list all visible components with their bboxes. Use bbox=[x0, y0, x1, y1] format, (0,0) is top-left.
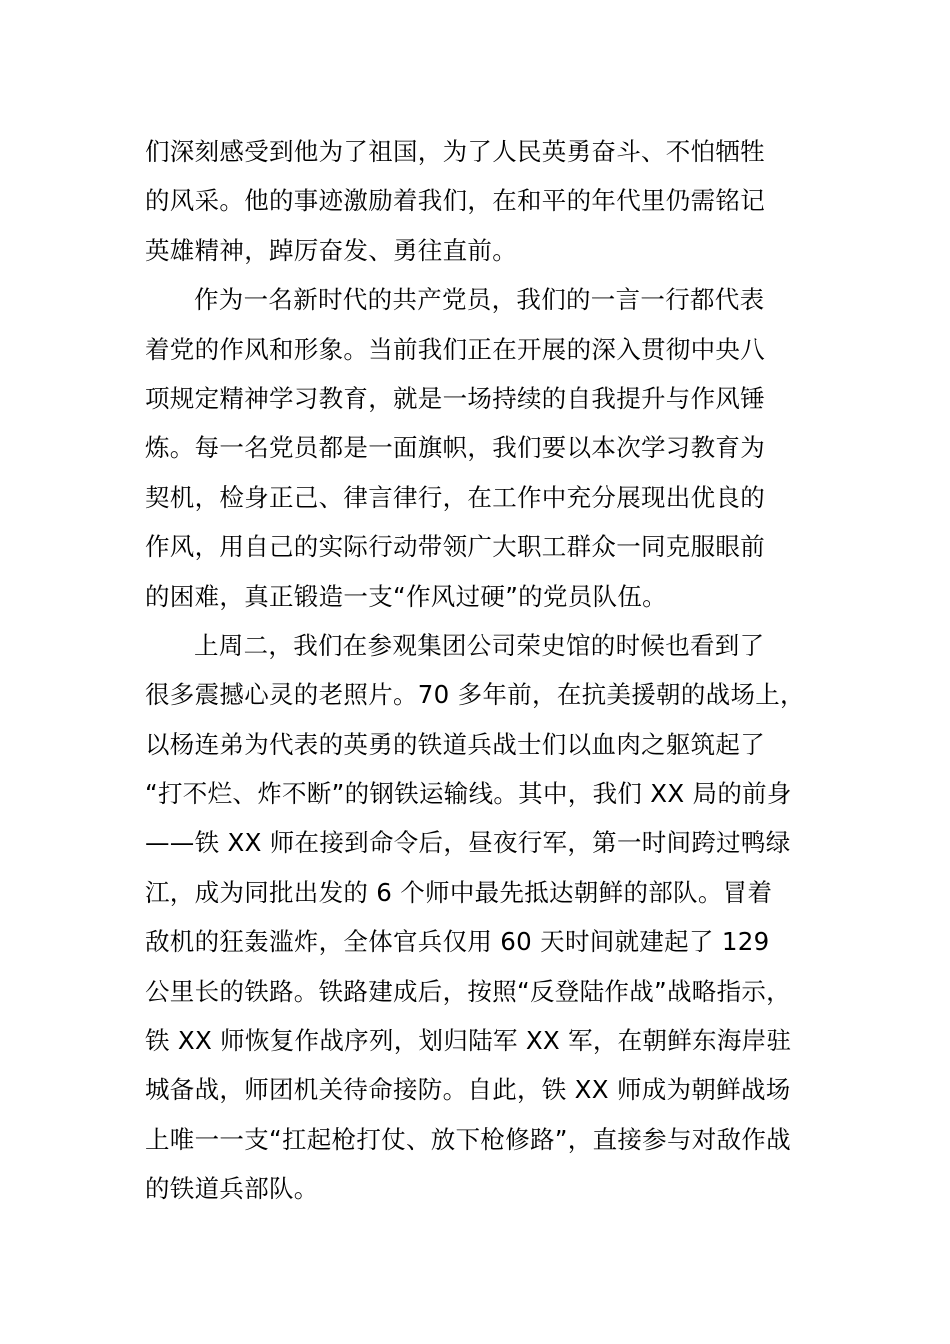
text-line: 公里长的铁路。铁路建成后，按照“反登陆作战”战略指示， bbox=[145, 976, 791, 1006]
text-line: 英雄精神，踔厉奋发、勇往直前。 bbox=[145, 235, 517, 265]
text-line: 以杨连弟为代表的英勇的铁道兵战士们以血肉之躯筑起了 bbox=[145, 729, 765, 759]
text-line: 炼。每一名党员都是一面旗帜，我们要以本次学习教育为 bbox=[145, 433, 765, 463]
text-line: 上唯一一支“扛起枪打仗、放下枪修路”，直接参与对敌作战 bbox=[145, 1124, 791, 1154]
text-line: 契机，检身正己、律言律行，在工作中充分展现出优良的 bbox=[145, 482, 765, 512]
text-line: “打不烂、炸不断”的钢铁运输线。其中，我们 XX 局的前身 bbox=[145, 779, 792, 809]
text-line: 的困难，真正锻造一支“作风过硬”的党员队伍。 bbox=[145, 581, 667, 611]
text-line: 很多震撼心灵的老照片。70 多年前，在抗美援朝的战场上， bbox=[145, 680, 805, 710]
text-line: 着党的作风和形象。当前我们正在开展的深入贯彻中央八 bbox=[145, 334, 765, 364]
paragraph-start-line: 作为一名新时代的共产党员，我们的一言一行都代表 bbox=[194, 285, 765, 315]
text-line: 铁 XX 师恢复作战序列，划归陆军 XX 军，在朝鲜东海岸驻 bbox=[145, 1026, 792, 1056]
text-line: 们深刻感受到他为了祖国，为了人民英勇奋斗、不怕牺牲 bbox=[145, 137, 765, 166]
text-line: 敌机的狂轰滥炸，全体官兵仅用 60 天时间就建起了 129 bbox=[145, 927, 770, 957]
text-line: 的风采。他的事迹激励着我们，在和平的年代里仍需铭记 bbox=[145, 186, 765, 216]
text-line: 项规定精神学习教育，就是一场持续的自我提升与作风锤 bbox=[145, 383, 765, 413]
text-line: 城备战，师团机关待命接防。自此，铁 XX 师成为朝鲜战场 bbox=[145, 1075, 791, 1105]
text-line: 作风，用自己的实际行动带领广大职工群众一同克服眼前 bbox=[145, 532, 765, 562]
paragraph-start-line: 上周二，我们在参观集团公司荣史馆的时候也看到了 bbox=[194, 630, 765, 660]
body-text bbox=[145, 127, 845, 1214]
text-line: 江，成为同批出发的 6 个师中最先抵达朝鲜的部队。冒着 bbox=[145, 877, 773, 907]
text-line: 的铁道兵部队。 bbox=[145, 1174, 319, 1204]
text-line: ——铁 XX 师在接到命令后，昼夜行军，第一时间跨过鸭绿 bbox=[145, 828, 791, 858]
